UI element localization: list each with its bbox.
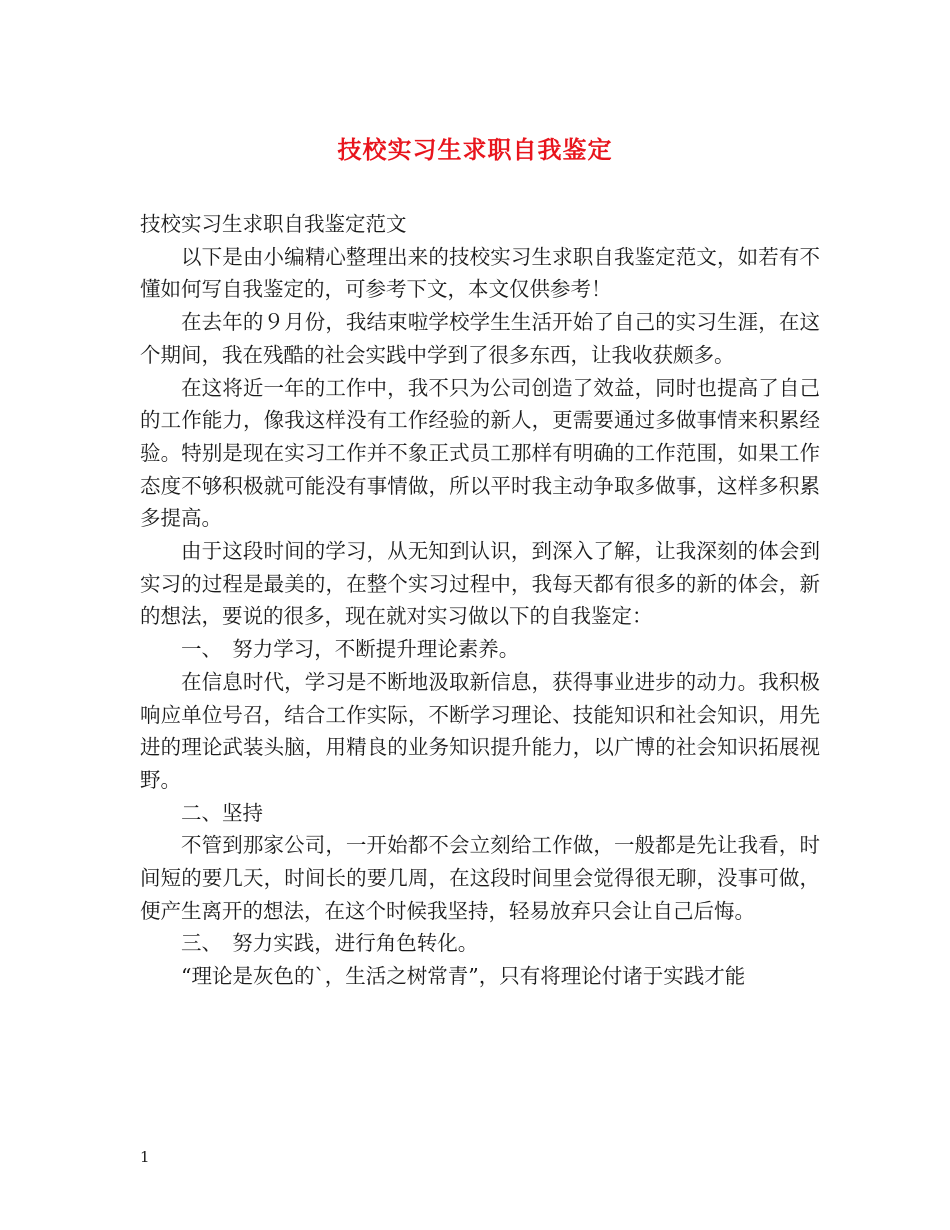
document-title: 技校实习生求职自我鉴定 xyxy=(337,135,613,164)
document-body xyxy=(140,208,820,993)
paragraph: 在去年的９月份，我结束啦学校学生生活开始了自己的实习生涯，在这个期间，我在残酷的社会实践中学到了很多东西，让我收获颇多。 xyxy=(140,310,820,367)
section-heading-3: 三、 努力实践，进行角色转化。 xyxy=(181,931,479,956)
paragraph: 不管到那家公司，一开始都不会立刻给工作做，一般都是先让我看，时间短的要几天，时间长的要几周，在这段时间里会觉得很无聊，没事可做，便产生离开的想法，在这个时候我坚持，轻易放弃只会让自己后悔。 xyxy=(140,833,820,923)
document-subtitle: 技校实习生求职自我鉴定范文 xyxy=(140,212,407,236)
paragraph: 在信息时代，学习是不断地汲取新信息，获得事业进步的动力。我积极响应单位号召，结合工作实际，不断学习理论、技能知识和社会知识，用先进的理论武装头脑，用精良的业务知识提升能力，以广博的社会知识拓展视野。 xyxy=(140,669,820,792)
paragraph-intro: 以下是由小编精心整理出来的技校实习生求职自我鉴定范文，如若有不懂如何写自我鉴定的，可参考下文，本文仅供参考！ xyxy=(140,244,820,302)
paragraph: “理论是灰色的`，生活之树常青”，只有将理论付诸于实践才能 xyxy=(181,964,746,989)
paragraph: 在这将近一年的工作中，我不只为公司创造了效益，同时也提高了自己的工作能力，像我这样没有工作经验的新人，更需要通过多做事情来积累经验。特别是现在实习工作并不象正式员工那样有明确的工作范围，如果工作态度不够积极就可能没有事情做，所以平时我主动争取多做事，这样多积累多提高。 xyxy=(140,375,820,531)
section-heading-2: 二、坚持 xyxy=(181,800,263,825)
section-heading-1: 一、 努力学习，不断提升理论素养。 xyxy=(181,637,520,662)
paragraph: 由于这段时间的学习，从无知到认识，到深入了解，让我深刻的体会到实习的过程是最美的，在整个实习过程中，我每天都有很多的新的体会，新的想法，要说的很多，现在就对实习做以下的自我鉴定： xyxy=(140,539,820,629)
page-number: 1 xyxy=(140,1148,150,1166)
